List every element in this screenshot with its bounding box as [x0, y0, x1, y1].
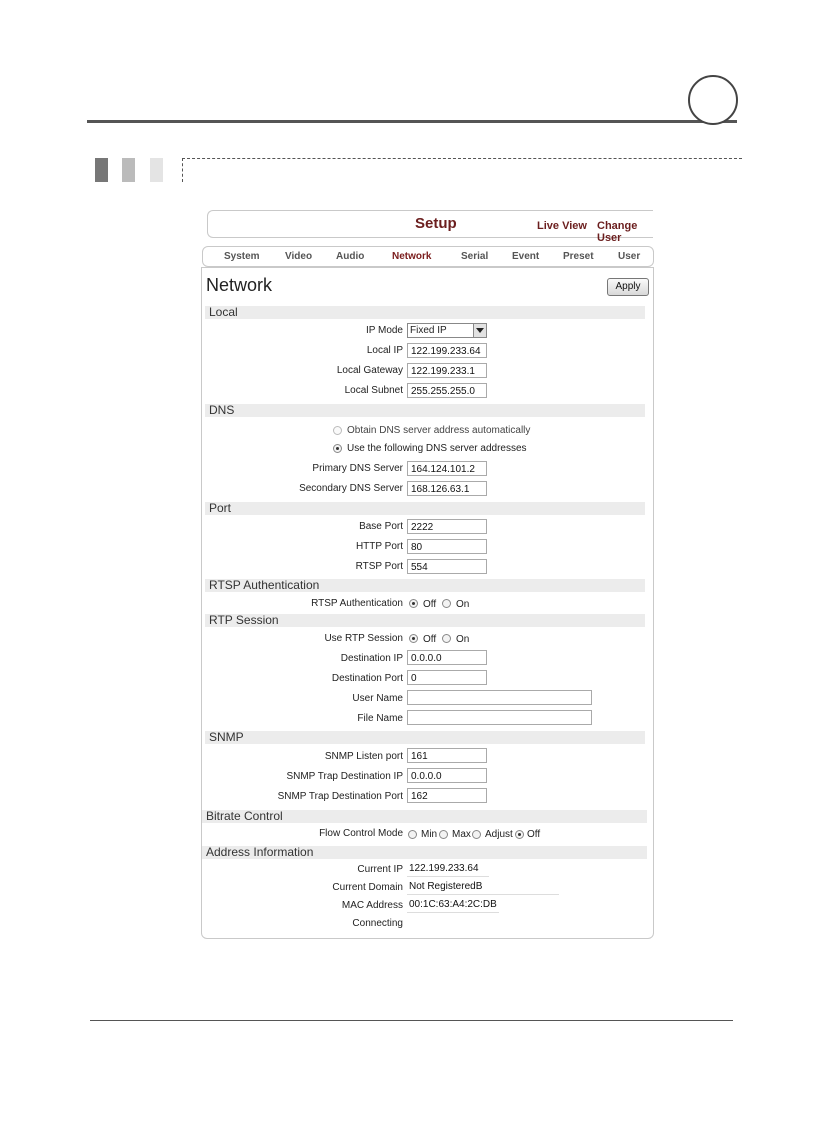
http-port-field[interactable]: 80	[407, 539, 487, 554]
rtsp-auth-off-label: Off	[423, 599, 437, 610]
top-rule	[87, 120, 737, 123]
primary-dns-label: Primary DNS Server	[312, 463, 403, 474]
current-domain-label: Current Domain	[332, 882, 403, 893]
setup-header	[207, 210, 653, 244]
dns-manual-label: Use the following DNS server addresses	[347, 443, 527, 454]
destination-port-field[interactable]: 0	[407, 670, 487, 685]
section-address-info: Address Information	[202, 846, 647, 859]
ip-mode-label: IP Mode	[365, 325, 403, 336]
rtsp-port-field[interactable]: 554	[407, 559, 487, 574]
secondary-dns-field[interactable]: 168.126.63.1	[407, 481, 487, 496]
setup-tab-bar	[202, 246, 654, 267]
rtp-off-radio[interactable]	[409, 634, 418, 643]
tab-serial[interactable]: Serial	[461, 251, 489, 262]
section-rtp-session: RTP Session	[205, 614, 645, 627]
section-bitrate-control: Bitrate Control	[202, 810, 647, 823]
dns-manual-radio[interactable]	[333, 444, 342, 453]
ip-mode-select[interactable]	[407, 323, 487, 338]
connecting-value	[407, 916, 499, 930]
live-view-link[interactable]: Live View	[537, 220, 587, 232]
snmp-trap-port-field[interactable]: 162	[407, 788, 487, 803]
snmp-listen-label: SNMP Listen port	[324, 751, 403, 762]
decor-square-mid	[122, 158, 135, 182]
change-user-link[interactable]: Change User	[597, 220, 638, 244]
flow-adjust-label: Adjust	[485, 829, 513, 840]
local-ip-field[interactable]: 122.199.233.64	[407, 343, 487, 358]
destination-ip-label: Destination IP	[340, 653, 403, 664]
flow-control-label: Flow Control Mode	[319, 828, 403, 839]
current-domain-value: Not RegisteredB	[407, 880, 559, 895]
tab-event[interactable]: Event	[512, 251, 540, 262]
flow-max-radio[interactable]	[439, 830, 448, 839]
bottom-rule	[90, 1020, 733, 1021]
use-rtp-label: Use RTP Session	[324, 633, 403, 644]
rtp-off-label: Off	[423, 634, 437, 645]
dashed-divider-vertical	[182, 158, 183, 182]
tab-network[interactable]: Network	[392, 251, 432, 262]
http-port-label: HTTP Port	[355, 541, 403, 552]
dashed-divider-horizontal	[182, 158, 742, 159]
decor-square-dark	[95, 158, 108, 182]
local-subnet-label: Local Subnet	[344, 385, 403, 396]
flow-off-label: Off	[527, 829, 541, 840]
tab-system[interactable]: System	[224, 251, 260, 262]
current-ip-value: 122.199.233.64	[407, 862, 489, 877]
rtp-on-label: On	[456, 634, 470, 645]
file-name-field[interactable]	[407, 710, 592, 725]
destination-port-label: Destination Port	[331, 673, 403, 684]
rtsp-auth-on-radio[interactable]	[442, 599, 451, 608]
tab-video[interactable]: Video	[285, 251, 313, 262]
page-title: Network	[206, 275, 273, 295]
section-dns: DNS	[205, 404, 645, 417]
section-port: Port	[205, 502, 645, 515]
snmp-listen-field[interactable]: 161	[407, 748, 487, 763]
local-gateway-label: Local Gateway	[336, 365, 403, 376]
flow-off-radio[interactable]	[515, 830, 524, 839]
dropdown-arrow-icon	[473, 324, 486, 337]
snmp-trap-port-label: SNMP Trap Destination Port	[277, 791, 403, 802]
dns-auto-label: Obtain DNS server address automatically	[347, 425, 531, 436]
mac-address-label: MAC Address	[341, 900, 403, 911]
section-local: Local	[205, 306, 645, 319]
rtsp-auth-off-radio[interactable]	[409, 599, 418, 608]
snmp-trap-ip-label: SNMP Trap Destination IP	[286, 771, 403, 782]
file-name-label: File Name	[357, 713, 403, 724]
current-ip-label: Current IP	[357, 864, 403, 875]
tab-audio[interactable]: Audio	[336, 251, 365, 262]
tab-preset[interactable]: Preset	[563, 251, 594, 262]
tab-user[interactable]: User	[618, 251, 641, 262]
ip-mode-value: Fixed IP	[410, 325, 447, 336]
user-name-field[interactable]	[407, 690, 592, 705]
primary-dns-field[interactable]: 164.124.101.2	[407, 461, 487, 476]
header-title: Setup	[415, 215, 457, 232]
local-subnet-field[interactable]: 255.255.255.0	[407, 383, 487, 398]
section-rtsp-auth: RTSP Authentication	[205, 579, 645, 592]
rtsp-auth-on-label: On	[456, 599, 470, 610]
local-gateway-field[interactable]: 122.199.233.1	[407, 363, 487, 378]
dns-auto-radio[interactable]	[333, 426, 342, 435]
section-snmp: SNMP	[205, 731, 645, 744]
mac-address-value: 00:1C:63:A4:2C:DB	[407, 898, 499, 913]
rtp-on-radio[interactable]	[442, 634, 451, 643]
flow-min-radio[interactable]	[408, 830, 417, 839]
rtsp-auth-label: RTSP Authentication	[311, 598, 403, 609]
rtsp-port-label: RTSP Port	[355, 561, 403, 572]
local-ip-label: Local IP	[366, 345, 403, 356]
apply-button[interactable]: Apply	[607, 278, 649, 296]
destination-ip-field[interactable]: 0.0.0.0	[407, 650, 487, 665]
snmp-trap-ip-field[interactable]: 0.0.0.0	[407, 768, 487, 783]
flow-max-label: Max	[452, 829, 471, 840]
flow-min-label: Min	[421, 829, 438, 840]
secondary-dns-label: Secondary DNS Server	[299, 483, 403, 494]
connecting-label: Connecting	[352, 918, 403, 929]
user-name-label: User Name	[352, 693, 403, 704]
page-number-circle	[688, 75, 738, 125]
flow-adjust-radio[interactable]	[472, 830, 481, 839]
decor-square-light	[150, 158, 163, 182]
base-port-label: Base Port	[359, 521, 403, 532]
base-port-field[interactable]: 2222	[407, 519, 487, 534]
